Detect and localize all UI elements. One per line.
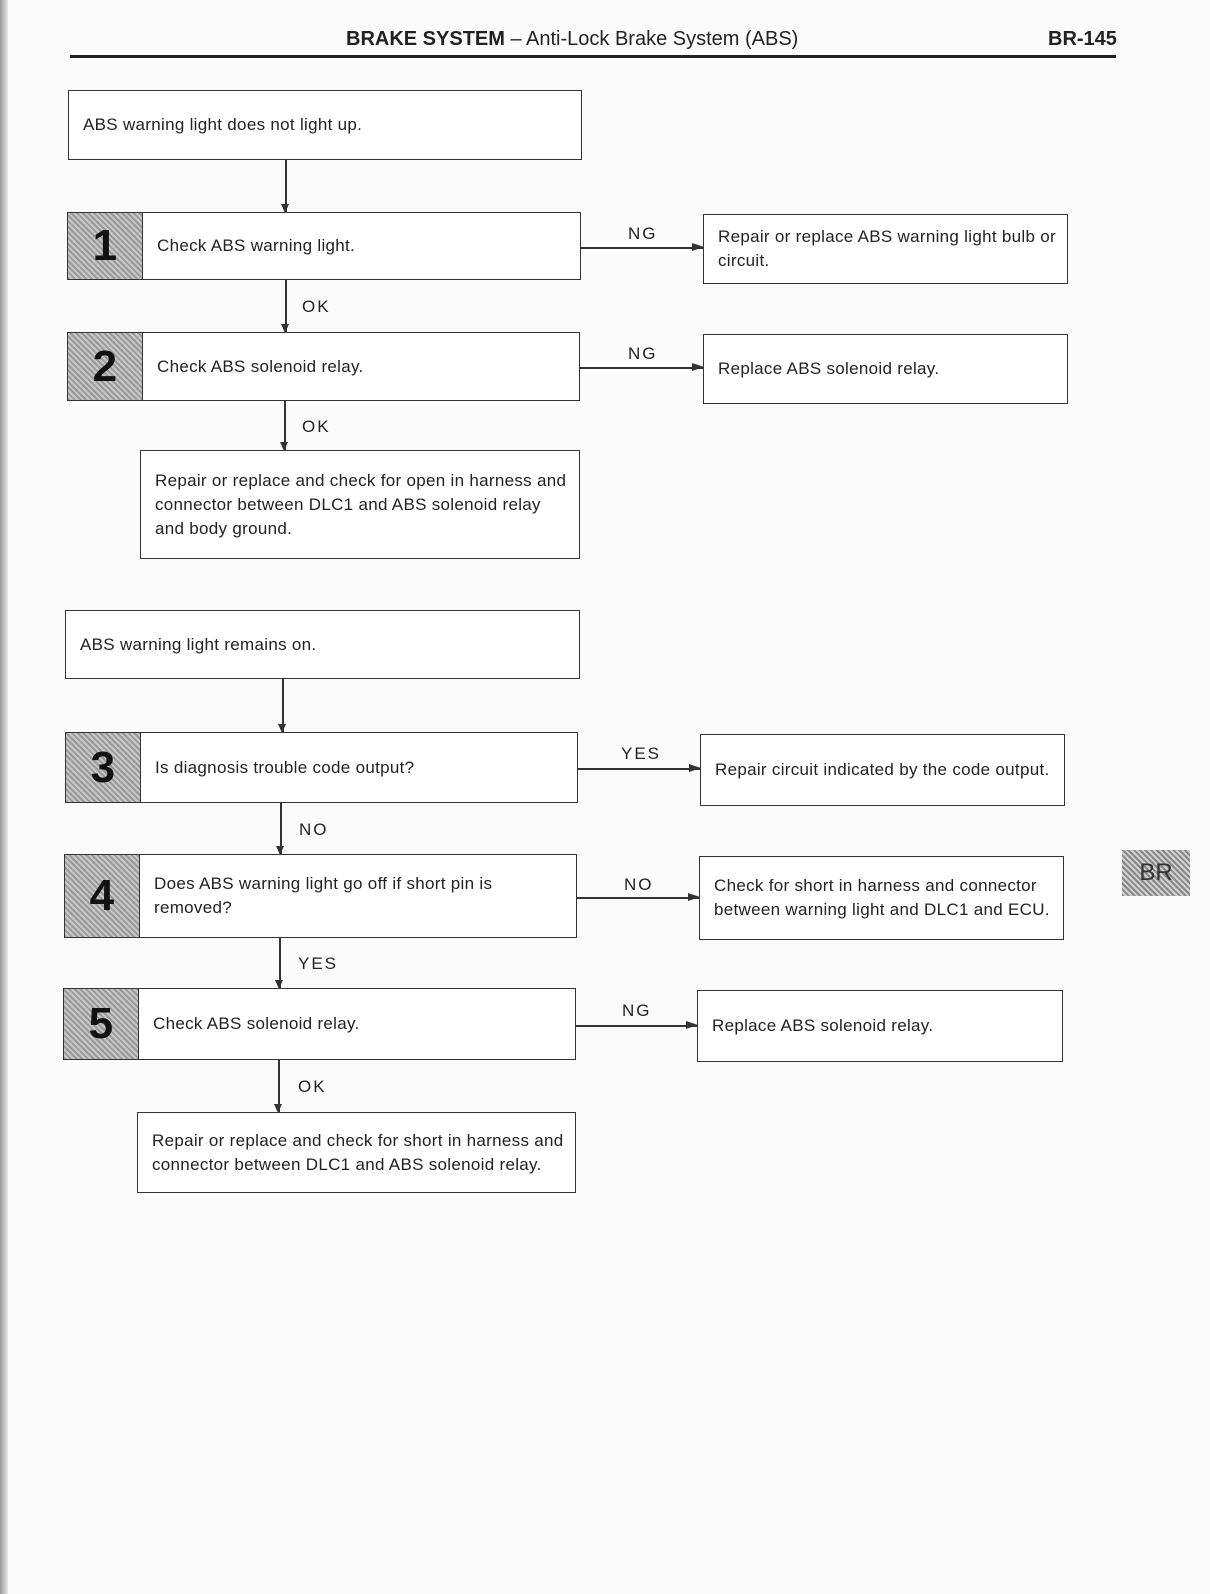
flow-arrow <box>285 280 287 332</box>
next-label: NO <box>299 820 329 839</box>
end-box-2 <box>137 1112 576 1193</box>
step-number: 5 <box>64 989 139 1059</box>
step-3-box <box>65 732 578 803</box>
result-text: Replace ABS solenoid relay. <box>712 1016 934 1035</box>
step-1-box <box>67 212 581 280</box>
start-text: ABS warning light does not light up. <box>83 115 363 134</box>
result-text: Repair or replace ABS warning light bulb or circuit. <box>718 227 1056 270</box>
step-2-box <box>67 332 580 401</box>
flow-arrow <box>284 401 286 450</box>
header-subsection: – Anti-Lock Brake System (ABS) <box>504 28 799 50</box>
step-text: Check ABS solenoid relay. <box>153 1014 360 1033</box>
next-label: YES <box>298 954 339 973</box>
step-number: 2 <box>68 333 143 400</box>
branch-arrow <box>580 367 703 369</box>
flow-arrow <box>285 160 287 212</box>
result-box-5 <box>697 990 1063 1062</box>
flow-arrow <box>279 938 281 988</box>
next-label: OK <box>302 417 331 436</box>
page-header-title <box>346 28 798 51</box>
step-number: 3 <box>66 733 141 802</box>
start-text: ABS warning light remains on. <box>80 634 317 654</box>
page-edge-shadow <box>0 0 8 1594</box>
result-box-2 <box>703 334 1068 404</box>
step-number: 4 <box>65 855 140 937</box>
branch-arrow <box>578 768 700 770</box>
branch-label: NO <box>624 875 654 894</box>
step-text: Does ABS warning light go off if short pin is removed? <box>154 874 493 917</box>
start-box-no-light <box>68 90 582 160</box>
branch-arrow <box>581 247 703 249</box>
start-box-remains-on <box>65 610 580 679</box>
branch-label: NG <box>628 344 658 363</box>
header-section: BRAKE SYSTEM <box>346 28 505 50</box>
flow-arrow <box>282 679 284 732</box>
header-rule <box>70 55 1116 58</box>
result-text: Check for short in harness and connector between warning light and DLC1 and ECU. <box>714 876 1050 919</box>
page-number: BR-145 <box>1048 28 1117 50</box>
branch-arrow <box>576 1025 697 1027</box>
next-label: OK <box>298 1077 327 1096</box>
branch-label: NG <box>628 224 658 243</box>
step-4-box <box>64 854 577 938</box>
branch-arrow <box>577 897 699 899</box>
end-text: Repair or replace and check for open in harness and connector between DLC1 and ABS solenoid relay and body ground. <box>155 470 567 538</box>
flow-arrow <box>278 1060 280 1112</box>
end-box-1 <box>140 450 580 559</box>
result-text: Repair circuit indicated by the code output. <box>715 760 1050 779</box>
result-text: Replace ABS solenoid relay. <box>718 359 940 378</box>
result-box-1 <box>703 214 1068 284</box>
result-box-4 <box>699 856 1064 940</box>
branch-label: NG <box>622 1001 652 1020</box>
next-label: OK <box>302 297 331 316</box>
step-5-box <box>63 988 576 1060</box>
flow-arrow <box>280 803 282 854</box>
step-text: Check ABS solenoid relay. <box>157 356 364 376</box>
end-text: Repair or replace and check for short in harness and connector between DLC1 and ABS solenoid relay. <box>152 1130 564 1174</box>
step-text: Is diagnosis trouble code output? <box>155 757 415 777</box>
step-text: Check ABS warning light. <box>157 236 356 255</box>
step-number: 1 <box>68 213 143 279</box>
result-box-3 <box>700 734 1065 806</box>
section-tab-br: BR <box>1122 850 1190 896</box>
branch-label: YES <box>621 744 662 763</box>
